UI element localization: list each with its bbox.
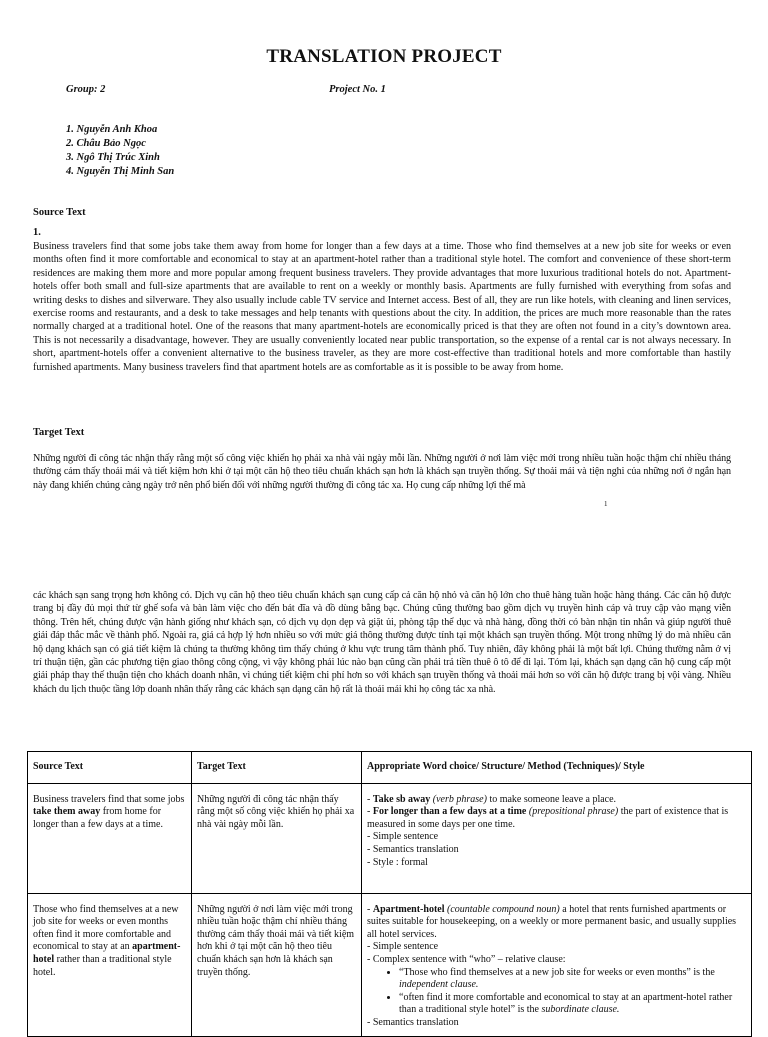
- bullet-item: • “often find it more comfortable and economical to stay at an apartment-hotel rather than a traditional style hotel” is the subordinate clause.: [399, 992, 746, 1017]
- page-title: TRANSLATION PROJECT: [266, 46, 502, 67]
- source-number: 1.: [33, 227, 41, 238]
- note-line: - Semantics translation: [367, 843, 459, 855]
- header-notes: Appropriate Word choice/ Structure/ Method (Techniques)/ Style: [362, 752, 752, 784]
- notes-cell: [362, 893, 752, 1036]
- source-cell: Those who find themselves at a new job site for weeks or even months often find it more comfortable and economical to stay at an apartment-hotel rather than a traditional style hotel.: [28, 893, 192, 1036]
- target-cell: Những người ở nơi làm việc mới trong nhiều tuần hoặc thậm chí nhiều tháng thường cảm thấy thoải mái và tiết kiệm hơn khi ở tại một căn hộ theo tiêu chuẩn khách sạn hơn là khách sạn truyền thống.: [192, 893, 362, 1036]
- note-line: - Simple sentence: [367, 941, 439, 953]
- table-header-row: [28, 752, 752, 784]
- target-cell: Những người đi công tác nhận thấy rằng một số công việc khiến họ phải xa nhà vài ngày mỗi lần.: [192, 783, 362, 893]
- table-row: [28, 893, 752, 1036]
- header-target: Target Text: [192, 752, 362, 784]
- member-list: [66, 123, 174, 179]
- source-heading: Source Text: [33, 207, 86, 218]
- header-source: Source Text: [28, 752, 192, 784]
- note-line: - Style : formal: [367, 856, 428, 868]
- target-heading: Target Text: [33, 427, 85, 438]
- note-line: - Take sb away (verb phrase) to make someone leave a place.: [367, 793, 617, 805]
- member-item: 3. Ngô Thị Trúc Xinh: [66, 152, 160, 163]
- source-paragraph: Business travelers find that some jobs take them away from home for longer than a few days at a time. Those who find themselves at a new job site for weeks or even months often find it more comfortable and economical to stay at an apartment-hotel rather than a traditional style hotel. The comfort and convenience of these short-term residences are making them more and more popular among frequent business travelers. They provide advantages that more luxurious traditional hotels do not. Apartment-hotels offer both small and full-size apartments that are available to rent on a weekly or monthly basis. Apartments are fully furnished with everything from sofas and writing desks to dishes and silverware. They also usually include cable TV service and Internet access. Best of all, they are run like hotels, with cleaning and linen services, exercise rooms and restaurants, and a desk to take messages and help tenants with questions about the city. In addition, the prices are much more reasonable than the rates normally charged at a traditional hotel. One of the reasons that many apartment-hotels are economically priced is that they are often not found in a city’s downtown area. This is not necessarily a disadvantage, however. They are usually conveniently located near public transportation, so the expense of a rental car is not always necessary. In short, apartment-hotels offer a convenient alternative to the business traveler, as they are more cost-effective than traditional hotels and more comfortable than hastily furnished apartments. Many business travelers find that apartment hotels are as comfortable as it is possible to be away from home.: [33, 241, 731, 373]
- note-line: - For longer than a few days at a time (prepositional phrase) the part of existence that is measured in some days per one time.: [367, 806, 729, 830]
- group-label: Group: 2: [66, 84, 106, 95]
- page-number: 1: [604, 500, 608, 508]
- note-line: - Semantics translation: [367, 1016, 459, 1028]
- target-paragraph-part1: Những người đi công tác nhận thấy rằng một số công việc khiến họ phải xa nhà vài ngày mỗi lần. Những người ở nơi làm việc mới trong nhiều tuần hoặc thậm chí nhiều tháng thường cảm thấy thoải mái và tiết kiệm hơn khi ở tại một căn hộ theo tiêu chuẩn khách sạn hơn là khách sạn truyền thống. Sự thoải mái và tiện nghi của những nơi ở ngắn hạn này đang khiến chúng càng ngày trở nên phổ biến đối với những người thường đi công tác xa. Họ cung cấp những lợi thế mà: [33, 453, 731, 491]
- bullet-item: • “Those who find themselves at a new job site for weeks or even months” is the independent clause.: [399, 967, 746, 992]
- bullet-list: [367, 967, 746, 1017]
- member-item: 1. Nguyễn Anh Khoa: [66, 124, 158, 135]
- note-line: - Simple sentence: [367, 831, 439, 843]
- project-number: Project No. 1: [329, 84, 386, 95]
- source-cell: Business travelers find that some jobs take them away from home for longer than a few days at a time.: [28, 783, 192, 893]
- note-line: - Complex sentence with “who” – relative clause:: [367, 953, 566, 965]
- member-item: 4. Nguyễn Thị Minh San: [66, 166, 175, 177]
- table-row: [28, 783, 752, 893]
- notes-cell: [362, 783, 752, 893]
- member-item: 2. Châu Bảo Ngọc: [66, 138, 146, 149]
- analysis-table: [27, 751, 752, 1037]
- note-line: - Apartment-hotel (countable compound noun) a hotel that rents furnished apartments or suites suitable for housekeeping, on a weekly or more permanent basic, and usually supplies all hotel services.: [367, 903, 737, 940]
- target-paragraph-part2: các khách sạn sang trọng hơn không có. Dịch vụ căn hộ theo tiêu chuẩn khách sạn cung cấp cả căn hộ nhỏ và căn hộ lớn cho thuê hàng tuần hoặc hàng tháng. Các căn hộ được trang bị đầy đủ mọi thứ từ ghế sofa và bàn làm việc cho đến bát đĩa và đồ dùng bằng bạc. Chúng cũng thường bao gồm dịch vụ truyền hình cáp và truy cập vào mạng viễn thông. Trên hết, chúng được vận hành giống như khách sạn, có dịch vụ dọn dẹp và giặt ủi, phòng tập thể dục và nhà hàng, đồng thời có bàn nhận tin nhắn và giúp người thuê giải đáp thắc mắc về thành phố. Ngoài ra, giá cả hợp lý hơn nhiều so với mức giá thông thường được tính tại một khách sạn truyền thống. Một trong những lý do mà nhiều căn hộ dạng khách sạn có giá tiết kiệm là chúng ta thường không tìm thấy chúng ở khu vực trung tâm thành phố. Tuy nhiên, đây không phải là một bất lợi. Chúng thường nằm ở vị trí thuận tiện, gần các phương tiện giao thông công cộng, vì vậy không phải lúc nào bạn cũng cần phải trả tiền thuê ô tô để đi lại. Tóm lại, khách sạn dạng căn hộ cung cấp một giải pháp thay thế thuận tiện cho khách doanh nhân, vì chúng tiết kiệm chi phí hơn so với khách sạn truyền thống và thoải mái hơn so với căn hộ được trang bị vội vàng. Nhiều khách du lịch thuộc tầng lớp doanh nhân thấy rằng các khách sạn dạng căn hộ rất là thoải mái khi họ công tác xa nhà.: [33, 590, 731, 695]
